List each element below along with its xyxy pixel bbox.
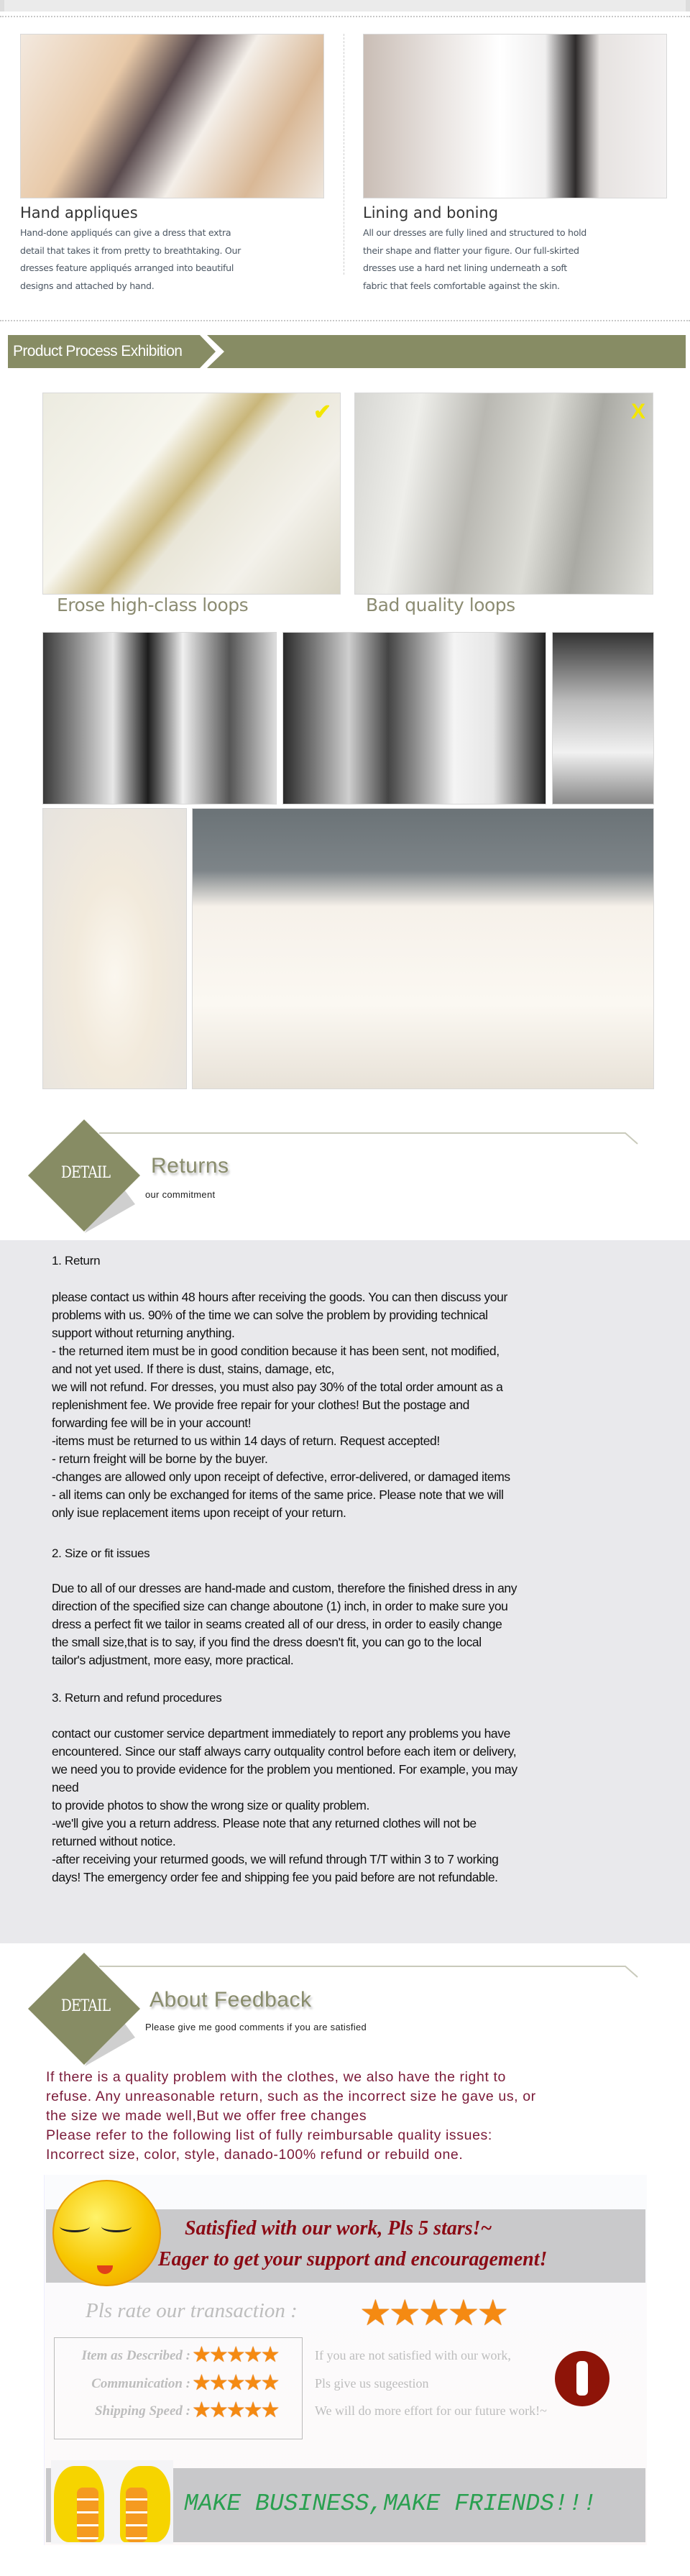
notice-line: If there is a quality problem with the clothes, we also have the right to xyxy=(46,2069,506,2085)
policy-line: - all items can only be exchanged for items of the same price. Please note that we will xyxy=(52,1488,504,1502)
star-icon[interactable]: ★ xyxy=(359,2293,389,2333)
slogan-text: MAKE BUSINESS,MAKE FRIENDS!!! xyxy=(184,2490,597,2517)
feature-text: dresses feature appliqués arranged into beautiful xyxy=(20,262,234,273)
feature-title: Hand appliques xyxy=(20,204,138,221)
refund-procedure-section xyxy=(52,1691,518,1887)
policy-line: -changes are allowed only upon receipt of defective, error-delivered, or damaged items xyxy=(52,1470,510,1484)
policy-line: contact our customer service department immediately to report any problems you have xyxy=(52,1726,510,1741)
size-fit-section xyxy=(52,1546,517,1669)
policy-line: encountered. Since our staff always carry outquality control before each item or delivery, xyxy=(52,1744,517,1759)
workshop-photo xyxy=(42,632,277,805)
bad-loops-photo xyxy=(354,393,653,595)
notice-line: Incorrect size, color, style, danado-100% refund or rebuild one. xyxy=(46,2147,464,2163)
workshop-photo xyxy=(282,632,546,805)
good-loops-photo xyxy=(42,393,341,595)
policy-line: we will not refund. For dresses, you must also pay 30% of the total order amount as a xyxy=(52,1380,503,1394)
feature-text: their shape and flatter your figure. Our full-skirted xyxy=(363,244,579,256)
feature-hand-appliques xyxy=(20,204,241,295)
dress-photo xyxy=(42,808,187,1089)
chevron-icon xyxy=(200,335,226,368)
smiley-icon xyxy=(52,2180,161,2286)
policy-line: to provide photos to show the wrong size or quality problem. xyxy=(52,1798,369,1812)
feature-text: All our dresses are fully lined and structured to hold xyxy=(363,227,586,238)
feedback-notice xyxy=(46,2068,536,2165)
check-icon: ✔ xyxy=(313,400,332,424)
policy-line: we need you to provide evidence for the problem you mentioned. For example, you may xyxy=(52,1762,518,1777)
overall-rating-stars[interactable] xyxy=(359,2292,506,2334)
policy-line: Due to all of our dresses are hand-made and custom, therefore the finished dress in any xyxy=(52,1581,518,1595)
policy-line: the small size,that is to say, if you find the dress doesn't fit, you can go to the local xyxy=(52,1635,482,1649)
criteria-stars[interactable]: ★★★★★ xyxy=(192,2370,278,2395)
policy-line: direction of the specified size can change aboutone (1) inch, in order to make sure you xyxy=(52,1599,508,1613)
note-text: If you are not satisfied with our work, xyxy=(315,2348,511,2362)
bad-loops-label: Bad quality loops xyxy=(366,595,515,615)
criteria-row xyxy=(61,2398,298,2431)
thumbs-up-hands-icon xyxy=(51,2460,173,2544)
criteria-label: Shipping Speed : xyxy=(94,2403,190,2419)
note-text: Pls give us sugeestion xyxy=(315,2375,429,2391)
policy-line: need xyxy=(52,1780,79,1795)
feedback-subtitle: Please give me good comments if you are satisfied xyxy=(145,2022,367,2032)
workshop-photo xyxy=(552,632,654,805)
policy-line: -items must be returned to us within 14 days of return. Request accepted! xyxy=(52,1434,440,1448)
criteria-list xyxy=(61,2343,298,2431)
policy-line: support without returning anything. xyxy=(52,1326,235,1340)
feature-title: Lining and boning xyxy=(363,204,499,221)
policy-line: - the returned item must be in good condition because it has been sent, not modified, xyxy=(52,1344,500,1358)
banner-title: Product Process Exhibition xyxy=(13,343,183,359)
promo-subheadline: Eager to get your support and encouragement! xyxy=(158,2248,548,2270)
section-heading: 3. Return and refund procedures xyxy=(52,1691,222,1705)
criteria-label: Communication : xyxy=(91,2375,190,2391)
top-strip xyxy=(0,0,690,12)
feature-text: dresses use a hard net lining underneath a soft xyxy=(363,262,567,273)
criteria-label: Item as Described : xyxy=(81,2348,190,2363)
divider xyxy=(0,16,690,17)
thumbs-up-icon xyxy=(555,2351,610,2406)
policy-line: tailor's adjustment, more easy, more practical. xyxy=(52,1653,294,1667)
feedback-title: About Feedback xyxy=(150,1988,312,2012)
showroom-photo xyxy=(192,808,654,1089)
criteria-stars[interactable]: ★★★★★ xyxy=(192,2398,278,2422)
section-heading: 2. Size or fit issues xyxy=(52,1546,150,1560)
detail-badge: DETAIL xyxy=(60,1164,111,1182)
section-heading: 1. Return xyxy=(52,1254,101,1268)
feature-text: Hand-done appliqués can give a dress that extra xyxy=(20,227,231,238)
policy-line: please contact us within 48 hours after receiving the goods. You can then discuss your xyxy=(52,1290,507,1304)
policy-line: forwarding fee will be in your account! xyxy=(52,1416,252,1430)
policy-line: -after receiving your returmed goods, we will refund through T/T within 3 to 7 working xyxy=(52,1852,499,1866)
promo-headline: Satisfied with our work, Pls 5 stars!~ xyxy=(185,2217,492,2240)
divider xyxy=(0,320,690,321)
star-icon[interactable]: ★ xyxy=(418,2293,448,2333)
notice-line: refuse. Any unreasonable return, such as the incorrect size he gave us, or xyxy=(46,2089,536,2104)
note-text: We will do more effort for our future work!~ xyxy=(315,2403,547,2418)
returns-subtitle: our commitment xyxy=(145,1189,216,1200)
criteria-stars[interactable]: ★★★★★ xyxy=(192,2343,278,2367)
detail-badge: DETAIL xyxy=(60,1997,111,2015)
feature-text: detail that takes it from pretty to breathtaking. Our xyxy=(20,244,242,256)
policy-line: replenishment fee. We provide free repair for your clothes! But the postage and xyxy=(52,1398,469,1412)
feature-lining-boning xyxy=(363,204,586,295)
policy-line: returned without notice. xyxy=(52,1834,176,1848)
notice-line: the size we made well,But we offer free changes xyxy=(46,2108,367,2124)
feature-text: designs and attached by hand. xyxy=(20,280,155,291)
policy-line: dress a perfect fit we tailor in seams created all of our dress, in order to easily change xyxy=(52,1617,502,1631)
policy-line: -we'll give you a return address. Please note that any returned clothes will not be xyxy=(52,1816,477,1830)
return-section xyxy=(52,1254,510,1522)
hand-appliques-photo xyxy=(20,34,324,198)
rate-label: Pls rate our transaction : xyxy=(86,2299,298,2322)
star-icon[interactable]: ★ xyxy=(388,2293,418,2333)
criteria-notes xyxy=(315,2348,547,2431)
policy-line: and not yet used. If there is dust, stains, damage, etc, xyxy=(52,1362,334,1376)
returns-title: Returns xyxy=(151,1154,229,1178)
good-loops-label: Erose high-class loops xyxy=(57,595,249,615)
policy-line: only isue replacement items upon receipt of your return. xyxy=(52,1505,346,1520)
policy-line: problems with us. 90% of the time we can solve the problem by providing technical xyxy=(52,1308,488,1322)
feature-text: fabric that feels comfortable against the skin. xyxy=(363,280,560,291)
lining-boning-photo xyxy=(363,34,667,198)
policy-line: - return freight will be borne by the buyer. xyxy=(52,1452,268,1466)
star-icon[interactable]: ★ xyxy=(447,2293,477,2333)
star-icon[interactable]: ★ xyxy=(477,2293,507,2333)
notice-line: Please refer to the following list of fully reimbursable quality issues: xyxy=(46,2127,492,2143)
policy-line: days! The emergency order fee and shipping fee you paid before are not refundable. xyxy=(52,1870,498,1884)
cross-icon: X xyxy=(631,400,646,423)
